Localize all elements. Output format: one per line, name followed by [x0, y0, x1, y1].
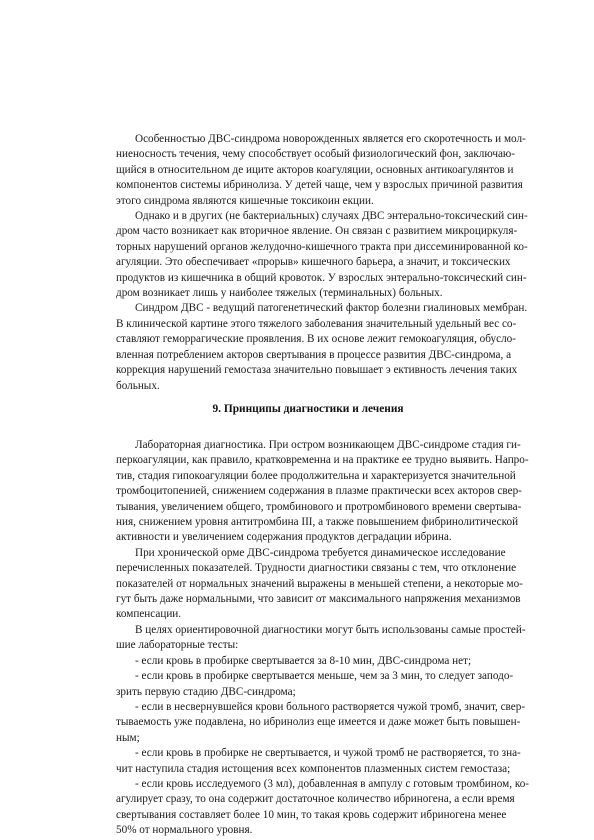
text-line: - если кровь в пробирке не свертывается, и чужой тромб не растворяется, то зна-: [135, 747, 521, 760]
list-item: [116, 654, 500, 669]
text-line: Лабораторная диагностика. При остром возникающем ДВС-синдроме стадия ги-: [135, 439, 521, 451]
text-line: перечисленных показателей. Трудности диагностики связаны с тем, что отклонение: [116, 562, 517, 575]
paragraph: [116, 301, 528, 393]
text-line: показателей от нормальных значений выражены в меньшей степени, а некоторые мо-: [116, 577, 523, 590]
text-line: коррекция нарушений гемостаза значительно повышает э ективность лечения таких: [116, 364, 518, 377]
text-line: зрить первую стадию ДВС-синдрома;: [116, 685, 296, 698]
section-2-text: [116, 438, 530, 839]
text-line: перкоагуляции, как правило, кратковременна и на практике ее трудно выявить. Напро-: [116, 454, 529, 467]
text-line: щийся в относительном де иците акторов коагуляции, основных антикоагулянтов и: [116, 163, 514, 176]
text-line: - если кровь в пробирке свертывается за 8-10 мин, ДВС-синдрома нет;: [135, 654, 472, 667]
text-line: Особенностью ДВС-синдрома новорожденных является его скоротечность и мол-: [135, 133, 526, 145]
text-line: активности и увеличением содержания продуктов деградации ибрина.: [116, 531, 452, 544]
paragraph: [116, 438, 529, 546]
section-heading: 9. Принципы диагностики и лечения: [212, 403, 404, 415]
text-line: продуктов из кишечника в общий кровоток. У взрослых энтерально-токсический син-: [116, 271, 527, 284]
text-line: свертывания составляет более 10 мин, то такая кровь содержит ибриногена менее: [116, 808, 507, 821]
text-line: тывания, увеличением общего, тромбинового и протромбинового времени свертыва-: [116, 500, 522, 513]
text-line: шие лабораторные тесты:: [116, 639, 239, 652]
text-line: чит наступила стадия истощения всех компонентов плазменных систем гемостаза;: [116, 762, 511, 775]
text-line: дром возникает лишь у наиболее тяжелых (терминальных) больных.: [116, 287, 443, 300]
text-line: ным;: [116, 731, 140, 744]
text-line: ния, снижением уровня антитромбина III, а также повышением фибринолитической: [116, 516, 519, 529]
paragraph: [116, 623, 526, 654]
list-item: [116, 746, 521, 777]
text-line: компенсации.: [116, 608, 182, 621]
text-line: - если кровь исследуемого (3 мл), добавленная в ампулу с готовым тромбином, ко-: [135, 777, 530, 790]
paragraph: [116, 546, 523, 623]
text-line: ставляют геморрагические проявления. В их основе лежит гемокоагуляция, обусло-: [116, 333, 516, 346]
text-line: - если кровь в пробирке свертывается меньше, чем за 3 мин, то следует заподо-: [135, 670, 514, 683]
text-line: В клинической картине этого тяжелого заболевания значительный удельный вес со-: [116, 317, 517, 330]
text-line: При хронической орме ДВС-синдрома требуется динамическое исследование: [135, 546, 506, 559]
text-line: гут быть даже нормальными, что зависит от максимального напряжения механизмов: [116, 593, 521, 606]
text-line: агуляции. Это обеспечивает «прорыв» кишечного барьера, а значит, и токсических: [116, 256, 511, 269]
text-line: компонентов системы ибринолиза. У детей чаще, чем у взрослых причиной развития: [116, 179, 523, 192]
text-line: 50% от нормального уровня.: [116, 824, 253, 837]
text-line: дром часто возникает как вторичное явление. Он связан с развитием микроциркуля-: [116, 225, 518, 238]
text-line: тываемость уже подавлена, но ибринолиз еще имеется и даже может быть повышен-: [116, 716, 521, 729]
list-item: [116, 669, 514, 700]
text-line: тив, стадия гипокоагуляции более продолжительна и характеризуется значительной: [116, 469, 516, 482]
paragraph: [116, 209, 528, 301]
text-line: вленная потреблением акторов свертывания в процессе развития ДВС-синдрома, а: [116, 348, 512, 361]
text-line: торных нарушений органов желудочно-кишечного тракта при диссеминированной ко-: [116, 240, 528, 253]
text-line: В целях ориентировочной диагностики могут быть использованы самые простей-: [135, 623, 526, 636]
text-line: больных.: [116, 379, 160, 392]
list-item: [116, 777, 530, 839]
list-item: [116, 700, 526, 746]
text-line: Однако и в других (не бактериальных) случаях ДВС энтерально-токсический син-: [135, 210, 528, 223]
text-line: - если в несвернувшейся крови больного растворяется чужой тромб, значит, свер-: [135, 700, 526, 713]
text-line: Синдром ДВС - ведущий патогенетический фактор болезни гиалиновых мембран.: [135, 302, 528, 315]
section-1-text: [116, 132, 528, 394]
text-line: ниеносность течения, чему способствует особый физиологический фон, заключаю-: [116, 148, 515, 161]
text-line: этого синдрома являются кишечные токсикоин екции.: [116, 194, 374, 207]
text-line: агулирует сразу, то она содержит достаточное количество ибриногена, а если время: [116, 793, 515, 806]
paragraph: [116, 132, 526, 209]
text-line: тромбоцитопенией, снижением содержания в плазме практически всех акторов свер-: [116, 485, 522, 498]
